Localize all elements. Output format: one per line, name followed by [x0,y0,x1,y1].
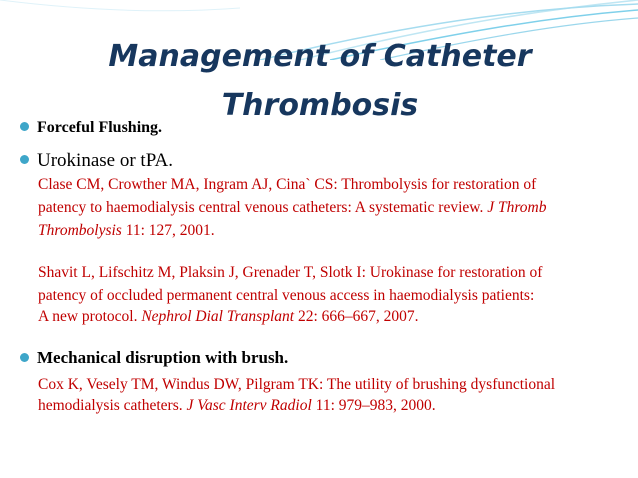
bullet-item [20,119,162,137]
bullet-item [20,150,173,172]
bullet-dot-icon [20,155,29,164]
bullet-text: Urokinase or tPA. [37,150,173,171]
bullet-dot-icon [20,122,29,131]
slide-title-line2: Thrombosis [221,88,419,123]
reference-line [38,222,628,240]
bullet-text: Mechanical disruption with brush. [37,348,289,367]
journal-name: Nephrol Dial Transplant [141,308,295,325]
reference-text: 22: 666–667, 2007. [294,308,419,325]
reference-line [38,397,628,415]
reference-line [38,308,628,326]
reference-line [38,199,628,217]
journal-name: J Thromb [487,199,547,216]
journal-name: J Vasc Interv Radiol [186,397,312,414]
reference-line: Clase CM, Crowther MA, Ingram AJ, Cina` CS: Thrombolysis for restoration of [38,176,537,193]
reference-text: 11: 979–983, 2000. [311,397,436,414]
reference-text: 11: 127, 2001. [121,222,215,239]
reference-text: patency to haemodialysis central venous catheters: A systematic review. [38,199,488,216]
reference-line: Cox K, Vesely TM, Windus DW, Pilgram TK: The utility of brushing dysfunctional [38,376,556,393]
bullet-dot-icon [20,353,29,362]
bullet-text: Forceful Flushing. [37,119,163,136]
reference-text: A new protocol. [38,308,142,325]
journal-name: Thrombolysis [38,222,122,239]
reference-line: Shavit L, Lifschitz M, Plaksin J, Grenader T, Slotk I: Urokinase for restoration of [38,264,543,281]
slide-title-line1: Management of Catheter [108,39,532,74]
reference-text: hemodialysis catheters. [38,397,187,414]
bullet-item [20,348,288,368]
reference-line: patency of occluded permanent central venous access in haemodialysis patients: [38,287,535,304]
